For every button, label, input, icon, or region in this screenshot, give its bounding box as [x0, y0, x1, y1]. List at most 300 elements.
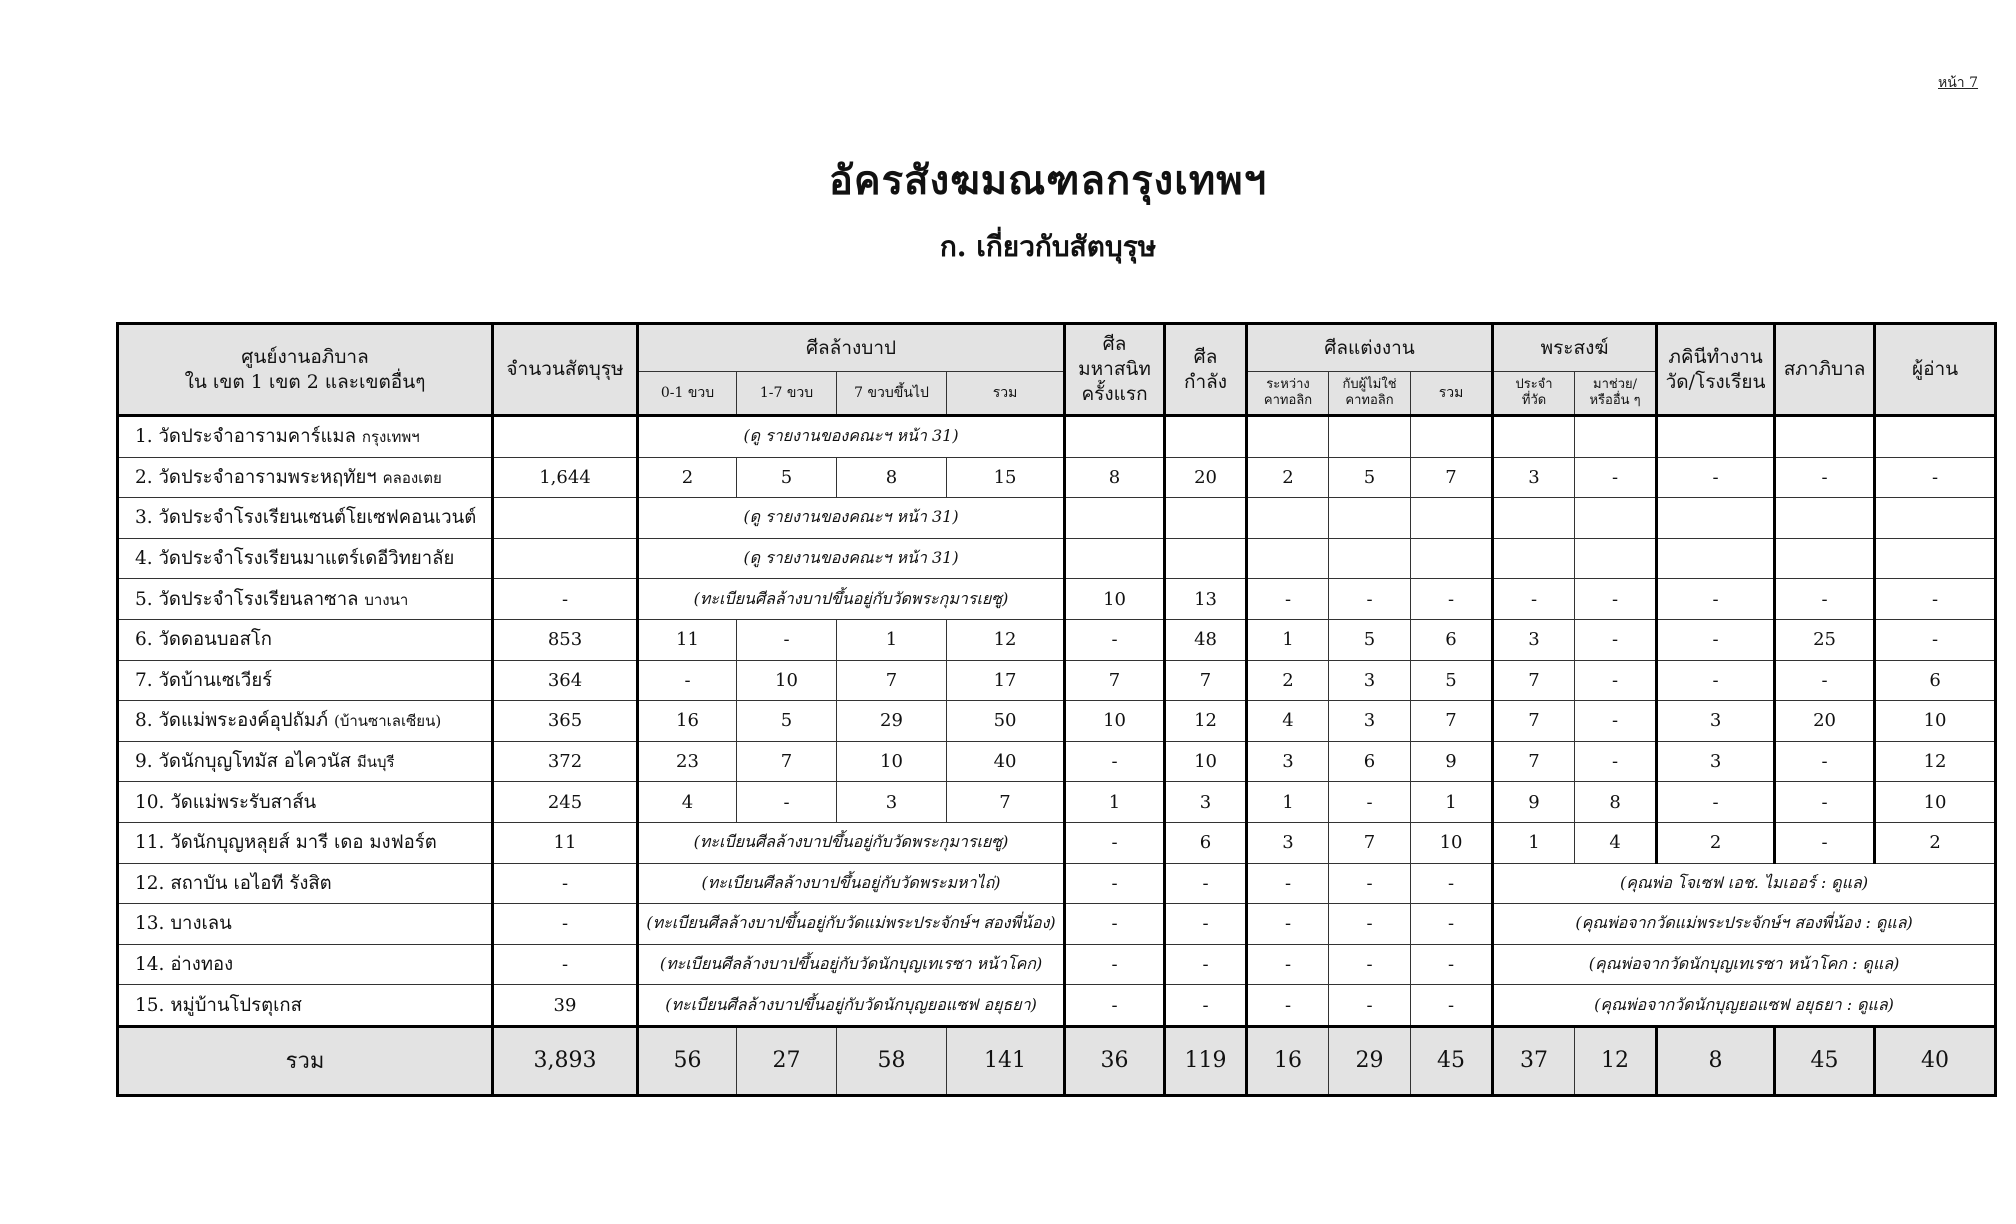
readers-cell: - — [1875, 619, 1996, 660]
confirmation-cell: - — [1165, 904, 1247, 945]
priests-helper-cell — [1575, 498, 1657, 539]
header-priests-helper-line2: หรืออื่น ๆ — [1589, 393, 1641, 408]
marriage-catholic-cell: - — [1247, 579, 1329, 620]
row-number: 4. — [135, 548, 153, 570]
marriage-mixed-cell — [1329, 498, 1411, 539]
priests-resident-cell: 3 — [1493, 619, 1575, 660]
header-marriage-total: รวม — [1411, 372, 1493, 416]
page-subtitle: ก. เกี่ยวกับสัตบุรุษ — [939, 230, 1157, 263]
center-name: วัดดอนบอสโก — [158, 629, 273, 651]
baptism-0-1-cell: - — [638, 660, 737, 701]
header-baptism-1-7: 1-7 ขวบ — [737, 372, 837, 416]
marriage-catholic-cell: 1 — [1247, 619, 1329, 660]
center-name-cell — [118, 741, 493, 782]
baptism-note: (ทะเบียนศีลล้างบาปขึ้นอยู่กับวัดพระกุมารเยซู) — [638, 822, 1065, 863]
confirmation-cell: 48 — [1165, 619, 1247, 660]
communion-cell: - — [1065, 741, 1165, 782]
communion-cell: 7 — [1065, 660, 1165, 701]
marriage-total-cell: 7 — [1411, 457, 1493, 498]
priests-helper-cell — [1575, 416, 1657, 458]
readers-cell: - — [1875, 579, 1996, 620]
priests-helper-cell: - — [1575, 660, 1657, 701]
row-number: 15. — [135, 994, 165, 1016]
header-confirmation — [1165, 324, 1247, 416]
baptism-total-cell: 15 — [947, 457, 1065, 498]
center-name: วัดประจำอารามพระหฤทัยฯ — [158, 466, 377, 488]
communion-cell: 10 — [1065, 701, 1165, 742]
priests-helper-cell — [1575, 538, 1657, 579]
row-number: 2. — [135, 466, 153, 488]
baptism-total-cell: 17 — [947, 660, 1065, 701]
center-name: วัดประจำอารามคาร์แมล — [158, 426, 356, 448]
marriage-mixed-cell: - — [1329, 579, 1411, 620]
marriage-catholic-cell: 2 — [1247, 457, 1329, 498]
header-confirmation-line2: กำลัง — [1183, 370, 1228, 393]
center-name: วัดบ้านเซเวียร์ — [158, 669, 273, 691]
sisters-cell: 2 — [1657, 822, 1775, 863]
marriage-total-cell: 1 — [1411, 782, 1493, 823]
total-sisters: 8 — [1657, 1026, 1775, 1095]
council-cell: - — [1775, 579, 1875, 620]
table-row — [118, 741, 1996, 782]
header-baptism: ศีลล้างบาป — [638, 324, 1065, 372]
table-body — [118, 416, 1996, 1027]
marriage-catholic-cell: - — [1247, 944, 1329, 985]
header-priests-resident-line1: ประจำ — [1515, 377, 1553, 392]
baptism-total-cell: 40 — [947, 741, 1065, 782]
members-cell: - — [493, 863, 638, 904]
marriage-catholic-cell — [1247, 416, 1329, 458]
center-name-cell — [118, 985, 493, 1027]
marriage-total-cell: 5 — [1411, 660, 1493, 701]
center-name: อ่างทอง — [170, 954, 234, 976]
priests-resident-cell: 9 — [1493, 782, 1575, 823]
center-name: วัดนักบุญหลุยส์ มารี เดอ มงฟอร์ต — [170, 832, 437, 854]
members-cell: 853 — [493, 619, 638, 660]
council-cell — [1775, 416, 1875, 458]
center-name-cell — [118, 457, 493, 498]
marriage-total-cell — [1411, 416, 1493, 458]
header-readers: ผู้อ่าน — [1875, 324, 1996, 416]
header-priests-helper — [1575, 372, 1657, 416]
center-name-cell — [118, 701, 493, 742]
center-location: กรุงเทพฯ — [361, 428, 420, 447]
totals-label: รวม — [118, 1026, 493, 1095]
members-cell: 1,644 — [493, 457, 638, 498]
center-name: วัดประจำโรงเรียนเซนต์โยเซฟคอนเวนต์ — [158, 507, 477, 529]
confirmation-cell: 10 — [1165, 741, 1247, 782]
readers-cell: 6 — [1875, 660, 1996, 701]
members-cell: 245 — [493, 782, 638, 823]
marriage-total-cell: - — [1411, 985, 1493, 1027]
communion-cell — [1065, 416, 1165, 458]
communion-cell: - — [1065, 619, 1165, 660]
header-marriage-catholic-line1: ระหว่าง — [1266, 377, 1310, 392]
baptism-total-cell: 7 — [947, 782, 1065, 823]
priests-helper-cell: 4 — [1575, 822, 1657, 863]
total-baptism-total: 141 — [947, 1026, 1065, 1095]
marriage-mixed-cell: - — [1329, 863, 1411, 904]
marriage-catholic-cell: 1 — [1247, 782, 1329, 823]
table-row — [118, 782, 1996, 823]
marriage-catholic-cell: 3 — [1247, 822, 1329, 863]
center-name-cell — [118, 863, 493, 904]
header-center-line2: ใน เขต 1 เขต 2 และเขตอื่นๆ — [184, 370, 426, 393]
header-priests-resident-line2: ที่วัด — [1521, 393, 1547, 408]
communion-cell: - — [1065, 944, 1165, 985]
readers-cell: 10 — [1875, 701, 1996, 742]
center-location: มีนบุรี — [356, 753, 395, 772]
header-council: สภาภิบาล — [1775, 324, 1875, 416]
marriage-total-cell: 7 — [1411, 701, 1493, 742]
center-location: คลองเตย — [382, 468, 442, 487]
baptism-7-up-cell: 7 — [837, 660, 947, 701]
council-cell: - — [1775, 457, 1875, 498]
center-name: วัดแม่พระรับสาส์น — [170, 791, 317, 813]
center-name-cell — [118, 498, 493, 539]
members-cell — [493, 498, 638, 539]
baptism-7-up-cell: 10 — [837, 741, 947, 782]
marriage-total-cell: 6 — [1411, 619, 1493, 660]
priests-helper-cell: - — [1575, 619, 1657, 660]
readers-cell — [1875, 538, 1996, 579]
header-baptism-total: รวม — [947, 372, 1065, 416]
total-priests-resident: 37 — [1493, 1026, 1575, 1095]
baptism-0-1-cell: 11 — [638, 619, 737, 660]
priests-resident-cell: - — [1493, 579, 1575, 620]
header-confirmation-line1: ศีล — [1193, 345, 1218, 368]
confirmation-cell: - — [1165, 985, 1247, 1027]
marriage-catholic-cell — [1247, 498, 1329, 539]
center-name: หมู่บ้านโปรตุเกส — [170, 994, 302, 1016]
care-note: (คุณพ่อจากวัดแม่พระประจักษ์ฯ สองพี่น้อง : ดูแล) — [1493, 904, 1996, 945]
priests-helper-cell: - — [1575, 457, 1657, 498]
communion-cell: 8 — [1065, 457, 1165, 498]
marriage-total-cell: 10 — [1411, 822, 1493, 863]
sisters-cell — [1657, 538, 1775, 579]
confirmation-cell: 13 — [1165, 579, 1247, 620]
total-baptism-7-up: 58 — [837, 1026, 947, 1095]
communion-cell — [1065, 538, 1165, 579]
marriage-mixed-cell — [1329, 538, 1411, 579]
center-name-cell — [118, 579, 493, 620]
sisters-cell: 3 — [1657, 701, 1775, 742]
priests-resident-cell: 7 — [1493, 701, 1575, 742]
baptism-1-7-cell: 10 — [737, 660, 837, 701]
sisters-cell: - — [1657, 579, 1775, 620]
total-marriage-total: 45 — [1411, 1026, 1493, 1095]
row-number: 9. — [135, 751, 153, 773]
center-location: บางนา — [364, 590, 409, 609]
header-communion-line1: ศีล — [1102, 333, 1127, 355]
marriage-mixed-cell: - — [1329, 944, 1411, 985]
marriage-catholic-cell: 4 — [1247, 701, 1329, 742]
marriage-mixed-cell: 5 — [1329, 619, 1411, 660]
center-name: วัดนักบุญโทมัส อไควนัส — [158, 751, 351, 773]
table-row — [118, 538, 1996, 579]
row-number: 8. — [135, 710, 153, 732]
baptism-note: (ดู รายงานของคณะฯ หน้า 31) — [638, 498, 1065, 539]
marriage-mixed-cell: 5 — [1329, 457, 1411, 498]
communion-cell: - — [1065, 822, 1165, 863]
center-name-cell — [118, 619, 493, 660]
sisters-cell — [1657, 498, 1775, 539]
marriage-catholic-cell — [1247, 538, 1329, 579]
total-baptism-1-7: 27 — [737, 1026, 837, 1095]
council-cell: 20 — [1775, 701, 1875, 742]
header-sisters-line1: ภคินีทำงาน — [1668, 345, 1763, 368]
table-row — [118, 701, 1996, 742]
members-cell: 39 — [493, 985, 638, 1027]
total-council: 45 — [1775, 1026, 1875, 1095]
totals-row — [118, 1026, 1996, 1095]
row-number: 12. — [135, 872, 165, 894]
priests-resident-cell — [1493, 416, 1575, 458]
baptism-total-cell: 12 — [947, 619, 1065, 660]
baptism-0-1-cell: 4 — [638, 782, 737, 823]
row-number: 3. — [135, 507, 153, 529]
marriage-total-cell — [1411, 498, 1493, 539]
table-row — [118, 660, 1996, 701]
total-marriage-catholic: 16 — [1247, 1026, 1329, 1095]
baptism-note: (ดู รายงานของคณะฯ หน้า 31) — [638, 538, 1065, 579]
baptism-note: (ทะเบียนศีลล้างบาปขึ้นอยู่กับวัดแม่พระประจักษ์ฯ สองพี่น้อง) — [638, 904, 1065, 945]
header-sisters — [1657, 324, 1775, 416]
priests-resident-cell — [1493, 538, 1575, 579]
council-cell — [1775, 538, 1875, 579]
sisters-cell — [1657, 416, 1775, 458]
table-row — [118, 416, 1996, 458]
readers-cell — [1875, 416, 1996, 458]
baptism-1-7-cell: - — [737, 619, 837, 660]
confirmation-cell: 6 — [1165, 822, 1247, 863]
center-name-cell — [118, 660, 493, 701]
center-name-cell — [118, 944, 493, 985]
confirmation-cell — [1165, 538, 1247, 579]
marriage-mixed-cell: 7 — [1329, 822, 1411, 863]
members-cell: - — [493, 944, 638, 985]
baptism-note: (ทะเบียนศีลล้างบาปขึ้นอยู่กับวัดพระกุมารเยซู) — [638, 579, 1065, 620]
marriage-catholic-cell: - — [1247, 863, 1329, 904]
baptism-7-up-cell: 8 — [837, 457, 947, 498]
confirmation-cell — [1165, 498, 1247, 539]
total-priests-helper: 12 — [1575, 1026, 1657, 1095]
baptism-note: (ทะเบียนศีลล้างบาปขึ้นอยู่กับวัดนักบุญยอแซฟ อยุธยา) — [638, 985, 1065, 1027]
priests-resident-cell — [1493, 498, 1575, 539]
header-marriage-mixed-line2: คาทอลิก — [1345, 393, 1394, 408]
center-name-cell — [118, 904, 493, 945]
header-center-line1: ศูนย์งานอภิบาล — [241, 345, 369, 368]
header-priests-resident — [1493, 372, 1575, 416]
priests-helper-cell: - — [1575, 579, 1657, 620]
members-cell: 365 — [493, 701, 638, 742]
readers-cell: 12 — [1875, 741, 1996, 782]
marriage-mixed-cell — [1329, 416, 1411, 458]
communion-cell: 10 — [1065, 579, 1165, 620]
total-readers: 40 — [1875, 1026, 1996, 1095]
readers-cell — [1875, 498, 1996, 539]
row-number: 1. — [135, 426, 153, 448]
communion-cell — [1065, 498, 1165, 539]
readers-cell: 2 — [1875, 822, 1996, 863]
header-marriage: ศีลแต่งงาน — [1247, 324, 1493, 372]
center-name: วัดประจำโรงเรียนมาแตร์เดอีวิทยาลัย — [158, 548, 455, 570]
communion-cell: - — [1065, 904, 1165, 945]
care-note: (คุณพ่อจากวัดนักบุญยอแซฟ อยุธยา : ดูแล) — [1493, 985, 1996, 1027]
baptism-7-up-cell: 29 — [837, 701, 947, 742]
total-marriage-mixed: 29 — [1329, 1026, 1411, 1095]
baptism-1-7-cell: 7 — [737, 741, 837, 782]
marriage-total-cell: - — [1411, 579, 1493, 620]
marriage-mixed-cell: 6 — [1329, 741, 1411, 782]
marriage-mixed-cell: - — [1329, 904, 1411, 945]
marriage-mixed-cell: 3 — [1329, 660, 1411, 701]
center-location: (บ้านซาเลเซียน) — [334, 712, 442, 731]
center-name: วัดแม่พระองค์อุปถัมภ์ — [158, 710, 329, 732]
priests-resident-cell: 1 — [1493, 822, 1575, 863]
marriage-catholic-cell: - — [1247, 904, 1329, 945]
header-marriage-catholic — [1247, 372, 1329, 416]
table-row — [118, 863, 1996, 904]
table-row — [118, 985, 1996, 1027]
council-cell: - — [1775, 660, 1875, 701]
marriage-mixed-cell: - — [1329, 782, 1411, 823]
marriage-catholic-cell: 2 — [1247, 660, 1329, 701]
readers-cell: - — [1875, 457, 1996, 498]
center-name: บางเลน — [170, 913, 232, 935]
header-sisters-line2: วัด/โรงเรียน — [1665, 370, 1766, 393]
communion-cell: - — [1065, 985, 1165, 1027]
confirmation-cell: 3 — [1165, 782, 1247, 823]
header-marriage-catholic-line2: คาทอลิก — [1263, 393, 1313, 408]
sisters-cell: - — [1657, 660, 1775, 701]
total-communion: 36 — [1065, 1026, 1165, 1095]
total-members: 3,893 — [493, 1026, 638, 1095]
row-number: 13. — [135, 913, 165, 935]
confirmation-cell: - — [1165, 944, 1247, 985]
header-communion-line3: ครั้งแรก — [1081, 383, 1148, 405]
marriage-total-cell: - — [1411, 944, 1493, 985]
baptism-note: (ทะเบียนศีลล้างบาปขึ้นอยู่กับวัดพระมหาไถ่) — [638, 863, 1065, 904]
communion-cell: 1 — [1065, 782, 1165, 823]
members-cell: 372 — [493, 741, 638, 782]
confirmation-cell: 20 — [1165, 457, 1247, 498]
readers-cell: 10 — [1875, 782, 1996, 823]
center-name-cell — [118, 822, 493, 863]
marriage-mixed-cell: 3 — [1329, 701, 1411, 742]
header-members: จำนวนสัตบุรุษ — [493, 324, 638, 416]
table-row — [118, 579, 1996, 620]
marriage-total-cell — [1411, 538, 1493, 579]
council-cell — [1775, 498, 1875, 539]
council-cell: - — [1775, 822, 1875, 863]
marriage-catholic-cell: 3 — [1247, 741, 1329, 782]
baptism-1-7-cell: 5 — [737, 457, 837, 498]
center-name-cell — [118, 416, 493, 458]
header-marriage-mixed-line1: กับผู้ไม่ใช่ — [1342, 377, 1397, 392]
baptism-note: (ดู รายงานของคณะฯ หน้า 31) — [638, 416, 1065, 458]
row-number: 10. — [135, 791, 165, 813]
center-name: สถาบัน เอไอที รังสิต — [170, 872, 332, 894]
care-note: (คุณพ่อจากวัดนักบุญเทเรซา หน้าโคก : ดูแล) — [1493, 944, 1996, 985]
total-baptism-0-1: 56 — [638, 1026, 737, 1095]
marriage-mixed-cell: - — [1329, 985, 1411, 1027]
marriage-total-cell: - — [1411, 904, 1493, 945]
header-baptism-0-1: 0-1 ขวบ — [638, 372, 737, 416]
row-number: 5. — [135, 588, 153, 610]
members-cell: 364 — [493, 660, 638, 701]
communion-cell: - — [1065, 863, 1165, 904]
baptism-note: (ทะเบียนศีลล้างบาปขึ้นอยู่กับวัดนักบุญเทเรซา หน้าโคก) — [638, 944, 1065, 985]
row-number: 11. — [135, 832, 165, 854]
priests-helper-cell: - — [1575, 741, 1657, 782]
members-cell — [493, 538, 638, 579]
members-cell: - — [493, 579, 638, 620]
row-number: 6. — [135, 629, 153, 651]
header-baptism-7-up: 7 ขวบขึ้นไป — [837, 372, 947, 416]
members-cell: - — [493, 904, 638, 945]
row-number: 7. — [135, 669, 153, 691]
table-row — [118, 619, 1996, 660]
sisters-cell: - — [1657, 619, 1775, 660]
table-header — [118, 324, 1996, 416]
marriage-catholic-cell: - — [1247, 985, 1329, 1027]
baptism-0-1-cell: 2 — [638, 457, 737, 498]
table-row — [118, 904, 1996, 945]
council-cell: 25 — [1775, 619, 1875, 660]
confirmation-cell: 7 — [1165, 660, 1247, 701]
table-footer — [118, 1026, 1996, 1095]
page-title: อัครสังฆมณฑลกรุงเทพฯ — [828, 157, 1268, 204]
baptism-1-7-cell: 5 — [737, 701, 837, 742]
members-cell — [493, 416, 638, 458]
confirmation-cell: - — [1165, 863, 1247, 904]
page-number: หน้า 7 — [1938, 75, 1979, 91]
council-cell: - — [1775, 741, 1875, 782]
total-confirmation: 119 — [1165, 1026, 1247, 1095]
baptism-0-1-cell: 23 — [638, 741, 737, 782]
members-cell: 11 — [493, 822, 638, 863]
header-priests: พระสงฆ์ — [1493, 324, 1657, 372]
priests-helper-cell: 8 — [1575, 782, 1657, 823]
sisters-cell: 3 — [1657, 741, 1775, 782]
marriage-total-cell: 9 — [1411, 741, 1493, 782]
baptism-total-cell: 50 — [947, 701, 1065, 742]
sisters-cell: - — [1657, 457, 1775, 498]
table-row — [118, 498, 1996, 539]
header-priests-helper-line1: มาช่วย/ — [1593, 377, 1638, 392]
priests-helper-cell: - — [1575, 701, 1657, 742]
baptism-7-up-cell: 1 — [837, 619, 947, 660]
baptism-1-7-cell: - — [737, 782, 837, 823]
header-communion-line2: มหาสนิท — [1078, 358, 1151, 380]
confirmation-cell — [1165, 416, 1247, 458]
header-center — [118, 324, 493, 416]
table-row — [118, 822, 1996, 863]
center-name-cell — [118, 538, 493, 579]
table-row — [118, 944, 1996, 985]
council-cell: - — [1775, 782, 1875, 823]
statistics-table — [116, 322, 1997, 1097]
care-note: (คุณพ่อ โจเซฟ เอช. ไมเออร์ : ดูแล) — [1493, 863, 1996, 904]
marriage-total-cell: - — [1411, 863, 1493, 904]
center-name-cell — [118, 782, 493, 823]
table-row — [118, 457, 1996, 498]
confirmation-cell: 12 — [1165, 701, 1247, 742]
baptism-7-up-cell: 3 — [837, 782, 947, 823]
baptism-0-1-cell: 16 — [638, 701, 737, 742]
header-marriage-mixed — [1329, 372, 1411, 416]
